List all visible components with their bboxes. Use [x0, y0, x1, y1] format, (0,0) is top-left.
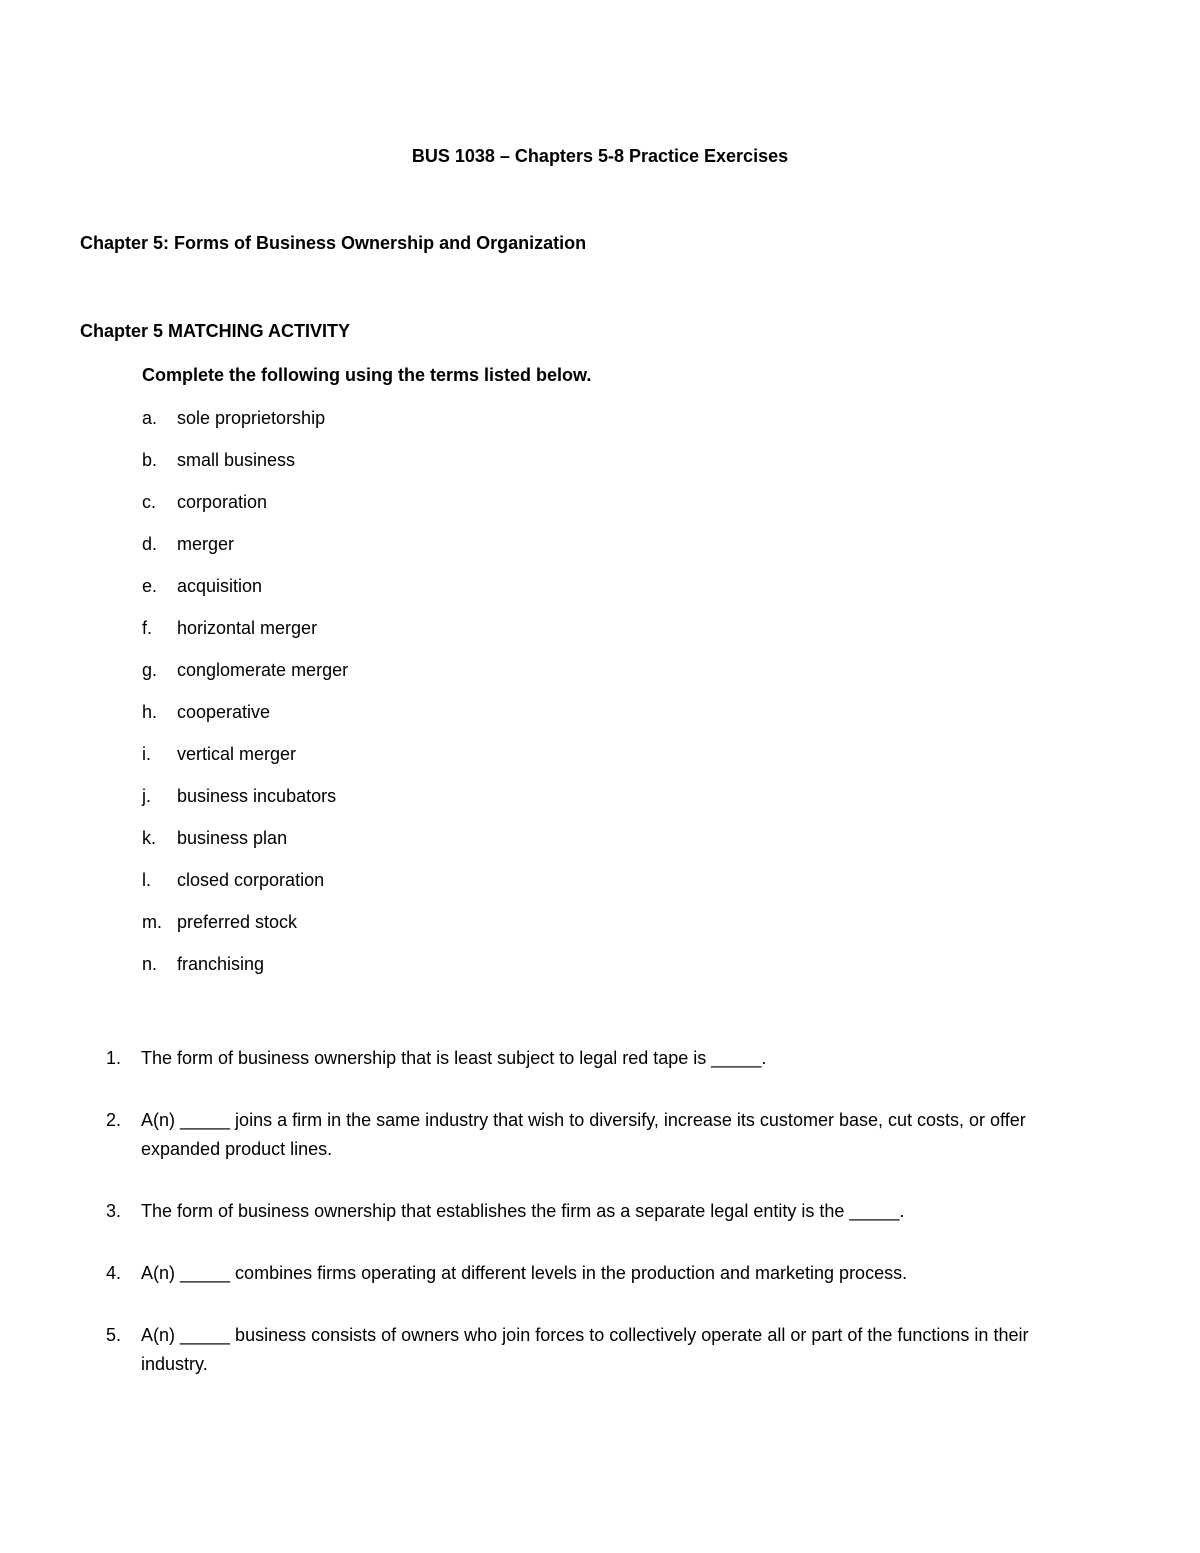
- term-text: small business: [177, 450, 296, 470]
- term-item: [142, 700, 348, 742]
- question-item: [106, 1044, 1066, 1073]
- term-item: [142, 532, 348, 574]
- term-item: [142, 910, 348, 952]
- term-item: [142, 742, 348, 784]
- term-text: conglomerate merger: [177, 660, 349, 680]
- term-text: franchising: [177, 954, 265, 974]
- instruction-text: Complete the following using the terms listed below.: [142, 365, 592, 385]
- term-text: preferred stock: [177, 912, 298, 932]
- term-letter: g.: [142, 660, 158, 680]
- term-item: [142, 406, 348, 448]
- term-text: merger: [177, 534, 235, 554]
- question-number: 2.: [106, 1110, 122, 1130]
- term-letter: n.: [142, 954, 158, 974]
- question-item: [106, 1197, 1066, 1226]
- term-letter: i.: [142, 744, 151, 764]
- question-list: [106, 1044, 1066, 1379]
- term-text: closed corporation: [177, 870, 325, 890]
- term-letter: f.: [142, 618, 153, 638]
- question-text: The form of business ownership that establishes the firm as a separate legal entity is the _____.: [141, 1201, 905, 1221]
- question-text: The form of business ownership that is least subject to legal red tape is _____.: [141, 1048, 767, 1068]
- term-item: [142, 658, 348, 700]
- term-item: [142, 784, 348, 826]
- question-number: 5.: [106, 1325, 122, 1345]
- chapter-heading: Chapter 5: Forms of Business Ownership and Organization: [80, 233, 587, 253]
- question-item: [106, 1259, 1066, 1288]
- term-letter: c.: [142, 492, 157, 512]
- term-text: acquisition: [177, 576, 263, 596]
- term-item: [142, 616, 348, 658]
- term-text: vertical merger: [177, 744, 297, 764]
- question-number: 4.: [106, 1263, 122, 1283]
- question-number: 1.: [106, 1048, 122, 1068]
- term-item: [142, 826, 348, 868]
- term-letter: b.: [142, 450, 158, 470]
- question-number: 3.: [106, 1201, 122, 1221]
- term-letter: a.: [142, 408, 158, 428]
- term-item: [142, 490, 348, 532]
- term-text: sole proprietorship: [177, 408, 326, 428]
- term-letter: h.: [142, 702, 158, 722]
- term-text: business incubators: [177, 786, 337, 806]
- activity-heading: Chapter 5 MATCHING ACTIVITY: [80, 321, 351, 341]
- term-letter: j.: [142, 786, 151, 806]
- term-item: [142, 574, 348, 616]
- term-item: [142, 952, 348, 994]
- question-item: [106, 1321, 1066, 1379]
- term-text: cooperative: [177, 702, 271, 722]
- term-letter: k.: [142, 828, 157, 848]
- question-text: A(n) _____ business consists of owners who join forces to collectively operate all or part of the functions in their industry.: [141, 1325, 1029, 1374]
- term-text: horizontal merger: [177, 618, 318, 638]
- term-letter: e.: [142, 576, 158, 596]
- term-letter: d.: [142, 534, 158, 554]
- term-letter: l.: [142, 870, 151, 890]
- term-item: [142, 448, 348, 490]
- term-letter: m.: [142, 912, 162, 932]
- question-text: A(n) _____ combines firms operating at different levels in the production and marketing process.: [141, 1263, 908, 1283]
- term-item: [142, 868, 348, 910]
- term-text: corporation: [177, 492, 268, 512]
- question-text: A(n) _____ joins a firm in the same industry that wish to diversify, increase its customer base, cut costs, or offer expanded product lines.: [141, 1110, 1026, 1159]
- term-text: business plan: [177, 828, 288, 848]
- question-item: [106, 1106, 1066, 1164]
- document-title: BUS 1038 – Chapters 5-8 Practice Exercises: [411, 146, 789, 166]
- term-list: [142, 406, 348, 994]
